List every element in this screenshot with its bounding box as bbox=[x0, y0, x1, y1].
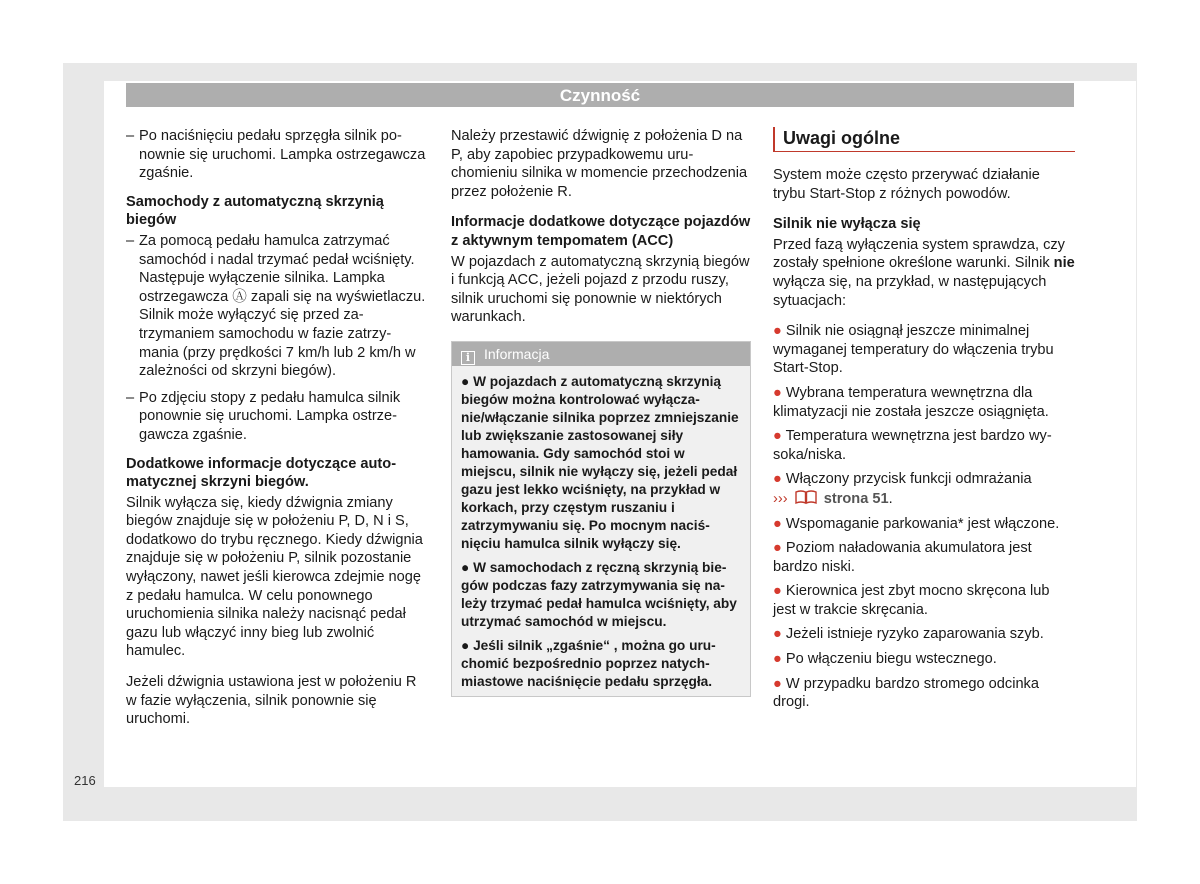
subheading: Samochody z automatyczną skrzynią biegów bbox=[126, 193, 384, 229]
bullet-icon: ● bbox=[773, 471, 782, 488]
bullet-item: ● Wybrana temperatura wewnętrzna dla klimatyzacji nie została jeszcze osiągnięta. bbox=[773, 384, 1049, 420]
bullet-item: ● Po włączeniu biegu wstecznego. bbox=[773, 651, 997, 668]
column-1 bbox=[126, 127, 426, 741]
bullet-icon: ● bbox=[773, 651, 782, 668]
dash-item: – Po zdjęciu stopy z pedału hamulca silnik ponownie się uruchomi. Lampka ostrzegawcza zgaśnie. bbox=[126, 389, 426, 445]
section-header: Czynność bbox=[126, 83, 1074, 107]
info-item: ● W pojazdach z automatyczną skrzynią biegów można kontrolować wyłączanie/włączanie silnika poprzez zmniejszanie lub zwiększanie zastosowanej siły hamowania. Gdy samochód stoi w miejscu, silnik nie wyłączy się, jeżeli pedał gazu jest lekko wciśnięty, na przykład w korkach, przy częstym ruszaniu i zatrzymywaniu się. Po mocnym naciśnięciu hamulca silnik wyłączy się. bbox=[461, 373, 739, 551]
info-box-header bbox=[452, 342, 750, 366]
info-item: ● W samochodach z ręczną skrzynią biegów podczas fazy zatrzymywania się należy trzymać pedał hamulca wciśnięty, aby utrzymać samochód w miejscu. bbox=[461, 559, 737, 629]
subheading: Dodatkowe informacje dotyczące automatycznej skrzyni biegów. bbox=[126, 455, 397, 491]
section-title: Uwagi ogólne bbox=[773, 127, 1075, 152]
paragraph: Silnik wyłącza się, kiedy dźwignia zmiany biegów znajduje się w położeniu P, D, N i S, dodatkowo do trybu ręcznego. Kiedy dźwignia znajduje się w położeniu P, silnik pozostanie wyłączony, nawet jeśli kierowca zdejmie nogę z pedału hamulca. W celu ponownego uruchomienia silnika należy nacisnąć pedał gazu lub włączyć inny bieg lub zwolnić hamulec. bbox=[126, 494, 423, 660]
bullet-icon: ● bbox=[773, 626, 782, 643]
paragraph: System może często przerywać działanie trybu Start-Stop z różnych powodów. bbox=[773, 167, 1040, 202]
bullet-item: ● Silnik nie osiągnął jeszcze minimalnej wymaganej temperatury do włączenia trybu Start-Stop. bbox=[773, 323, 1054, 377]
info-box bbox=[451, 341, 751, 697]
bullet-icon: ● bbox=[773, 540, 782, 557]
paragraph: Należy przestawić dźwignię z położenia D na P, aby zapobiec przypadkowemu uruchomieniu silnika w momencie przechodzenia przez położenie R. bbox=[451, 128, 748, 200]
book-reference-icon bbox=[794, 489, 818, 505]
column-2 bbox=[451, 127, 751, 697]
bullet-icon: ● bbox=[773, 515, 782, 532]
info-icon: i bbox=[461, 351, 475, 365]
paragraph: Jeżeli dźwignia ustawiona jest w położeniu R w fazie wyłączenia, silnik ponownie się uruchomi. bbox=[126, 674, 417, 728]
bullet-icon: ● bbox=[773, 428, 782, 445]
page-link[interactable]: strona 51 bbox=[823, 490, 889, 507]
info-item: ● Jeśli silnik „zgaśnie“ , można go uruchomić bezpośrednio poprzez natychmiastowe naciśnięcie pedału sprzęgła. bbox=[461, 637, 716, 689]
bullet-icon: ● bbox=[773, 583, 782, 600]
emphasis: nie bbox=[1053, 255, 1075, 272]
bullet-icon: ● bbox=[773, 384, 782, 401]
bullet-item: ● Temperatura wewnętrzna jest bardzo wysoka/niska. bbox=[773, 428, 1052, 463]
paragraph: W pojazdach z automatyczną skrzynią biegów i funkcją ACC, jeżeli pojazd z przodu ruszy, silnik uruchomi się ponownie w niektórych warunkach. bbox=[451, 253, 750, 326]
page-number: 216 bbox=[74, 773, 96, 788]
bullet-item: ● Poziom naładowania akumulatora jest bardzo niski. bbox=[773, 540, 1032, 575]
subheading: Informacje dodatkowe dotyczące pojazdów z aktywnym tempomatem (ACC) bbox=[451, 214, 751, 249]
subheading: Silnik nie wyłącza się bbox=[773, 216, 921, 233]
dash-item: – Po naciśnięciu pedału sprzęgła silnik ponownie się uruchomi. Lampka ostrzegawcza zgaśnie. bbox=[126, 127, 426, 183]
bullet-item: ● Kierownica jest zbyt mocno skręcona lub jest w trakcie skręcania. bbox=[773, 583, 1050, 618]
bullet-item: ● W przypadku bardzo stromego odcinka drogi. bbox=[773, 675, 1039, 711]
paragraph: Przed fazą wyłączenia system sprawdza, czy zostały spełnione określone warunki. Silnik nie wyłącza się, na przykład, w następujących sytuacjach: bbox=[773, 236, 1075, 309]
bullet-icon: ● bbox=[773, 675, 782, 692]
bullet-item: ● Wspomaganie parkowania* jest włączone. bbox=[773, 515, 1060, 532]
bullet-item: ● Jeżeli istnieje ryzyko zaparowania szyb. bbox=[773, 626, 1044, 643]
dash-item: – Za pomocą pedału hamulca zatrzymać samochód i nadal trzymać pedał wciśnięty. Następuje wyłączenie silnika. Lampka ostrzegawcza Ⓐ zapali się na wyświetlaczu. Silnik może wyłączyć się przed zatrzymaniem samochodu w fazie zatrzymania (przy prędkości 7 km/h lub 2 km/h w zależności od skrzyni biegów). bbox=[126, 232, 426, 381]
link-arrows: ››› bbox=[773, 490, 788, 507]
bullet-item: ● Włączony przycisk funkcji odmrażania ››› strona 51. bbox=[773, 471, 1032, 507]
column-3 bbox=[773, 127, 1075, 718]
info-box-title: Informacja bbox=[484, 345, 550, 362]
bullet-icon: ● bbox=[773, 323, 782, 340]
